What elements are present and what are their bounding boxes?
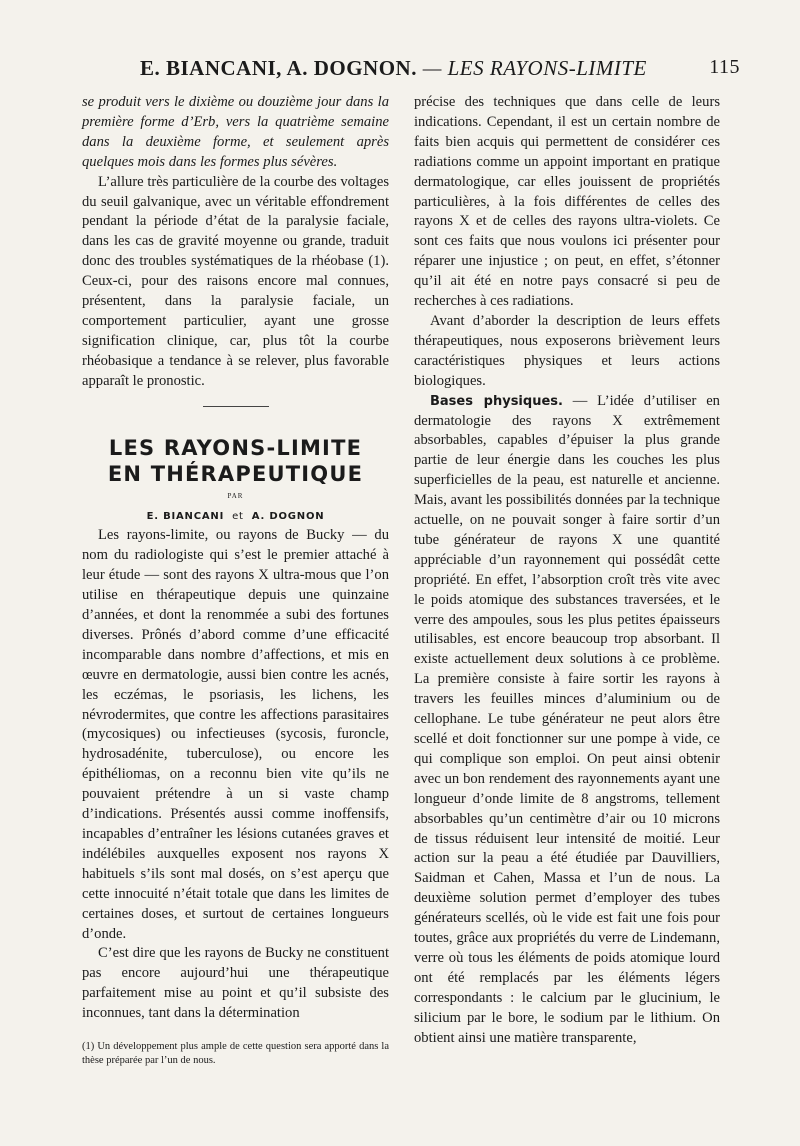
page-number: 115	[709, 56, 740, 78]
article-title-line1: LES RAYONS-LIMITE	[108, 435, 363, 460]
section-heading: Bases physiques.	[430, 393, 563, 409]
right-column	[414, 93, 720, 1049]
footnote: (1) Un développement plus ample de cette question sera apporté dans la thèse préparée par l’un de nous.	[82, 1041, 389, 1067]
article-paragraph: précise des techniques que dans celle de leurs indications. Cependant, il est un certain nombre de faits bien acquis qui permettent de considérer ces radiations comme un appoint important en pratique dermatologique, car elles jouissent de propriétés particulières, à la fois différentes de celles des rayons X et de celles des rayons ultra-violets. Ce sont ces faits que nous voulons ici présenter pour réparer une injustice ; on peut, en effet, s’étonner qu’il ait été en notre pays consacré si peu de recherches à ces radiations.	[414, 94, 720, 310]
article-paragraph: Avant d’aborder la description de leurs effets thérapeutiques, nous exposerons brièvement leurs caractéristiques physiques et leurs actions biologiques.	[414, 312, 720, 389]
article-paragraph: Les rayons-limite, ou rayons de Bucky — du nom du radiologiste qui s’est le premier attaché à leur étude — sont des rayons X ultra-mous que l’on utilise en thérapeutique depuis une quinzaine d’années, et dont la renommée a subi des fortunes diverses. Prônés d’abord comme d’une efficacité incomparable dans nombre d’affections, et mis en œuvre en dermatologie, aussi bien contre les acnés, les eczémas, le psoriasis, les lichens, les névrodermites, que contre les affections parasitaires (mycosiques) ou infectieuses (sycosis, furoncle, hydrosadénite, tuberculose), ou encore les épithéliomas, on a reconnu bien vite qu’ils ne pouvaient prétendre à un si vaste champ d’indications. Présentés aussi comme inoffensifs, incapables d’entraîner les lésions cutanées graves et indélébiles auxquelles exposent nos rayons X habituels s’ils sont mal dosés, on s’est aperçu que cette innocuité n’était totale que dans les limites de certaines doses, et surtout de certaines longueurs d’onde.	[82, 527, 389, 942]
byline	[82, 507, 389, 527]
byline-et: et	[232, 510, 244, 522]
article-paragraph: C’est dire que les rayons de Bucky ne constituent pas encore aujourd’hui une thérapeutique parfaitement mise au point et qu’il subsiste des inconnues, tant dans la détermination	[82, 945, 389, 1022]
section-divider	[203, 406, 269, 407]
byline-author-2: A. DOGNON	[251, 510, 325, 522]
header-authors: E. BIANCANI, A. DOGNON.	[140, 56, 417, 80]
article-paragraph-bases	[414, 392, 720, 1049]
previous-article-continuation: se produit vers le dixième ou douzième jour dans la première forme d’Erb, vers la quatrième semaine dans la deuxième forme, et seulement après quelques mois dans les formes plus sévères.	[82, 94, 389, 170]
byline-par: PAR	[227, 491, 244, 500]
previous-article-paragraph: L’allure très particulière de la courbe des voltages du seuil galvanique, avec un véritable effondrement pendant la période d’état de la paralysie faciale, dans les cas de gravité moyenne ou grande, traduit donc des troubles systématiques de la rhéobase (1). Ceux-ci, pour des raisons encore mal connues, présentent, dans la paralysie faciale, un comportement particulier, ayant une grosse signification clinique, car, plus tôt la courbe rhéobasique a tendance à se relever, plus favorable apparaît le pronostic.	[82, 173, 389, 389]
header-title: — LES RAYONS-LIMITE	[422, 56, 647, 80]
article-title-line2: EN THÉRAPEUTIQUE	[107, 461, 364, 486]
left-column	[82, 93, 389, 1068]
byline-author-1: E. BIANCANI	[146, 510, 225, 522]
running-head	[140, 56, 740, 81]
section-body: — L’idée d’utiliser en dermatologie des rayons X extrêmement absorbables, capables d’épuiser la plus grande partie de leur énergie dans les couches les plus superficielles de la peau, est naturelle et ancienne. Mais, avant les possibilités données par la technique actuelle, on ne pouvait songer à faire sortir d’un tube générateur de rayons X une quantité appréciable d’un rayonnement qui possédât cette propriété. En effet, l’absorption croît très vite avec le poids atomique des substances traversées, et le verre des ampoules, sous les plus petites épaisseurs utilisables, est encore beaucoup trop absorbant. Il existe actuellement deux solutions à ce problème. La première consiste à faire sortir les rayons à travers les feuilles minces d’aluminium ou de cellophane. Le tube générateur ne peut alors être scellé et doit fonctionner sur une pompe à vide, ce qui complique son emploi. On peut ainsi obtenir avec un bon rendement des rayonnements ayant une longueur d’onde limite de 8 angstroms, tellement absorbables qu’un centimètre d’air ou 10 microns de tissus réduisent leur intensité de moitié. Leur action sur la peau a été étudiée par Dauvilliers, Saidman et Cahen, Massa et l’un de nous. La deuxième solution permet d’employer des tubes générateurs scellés, où le vide est fait une fois pour toutes, grâce aux propriétés du verre de Lindemann, verre où tous les éléments de poids atomique lourd ont été remplacés par les éléments légers correspondants : le calcium par le glucinium, le silicium par le bore, le sodium par le lithium. On obtient ainsi une matière transparente,	[414, 392, 720, 1046]
